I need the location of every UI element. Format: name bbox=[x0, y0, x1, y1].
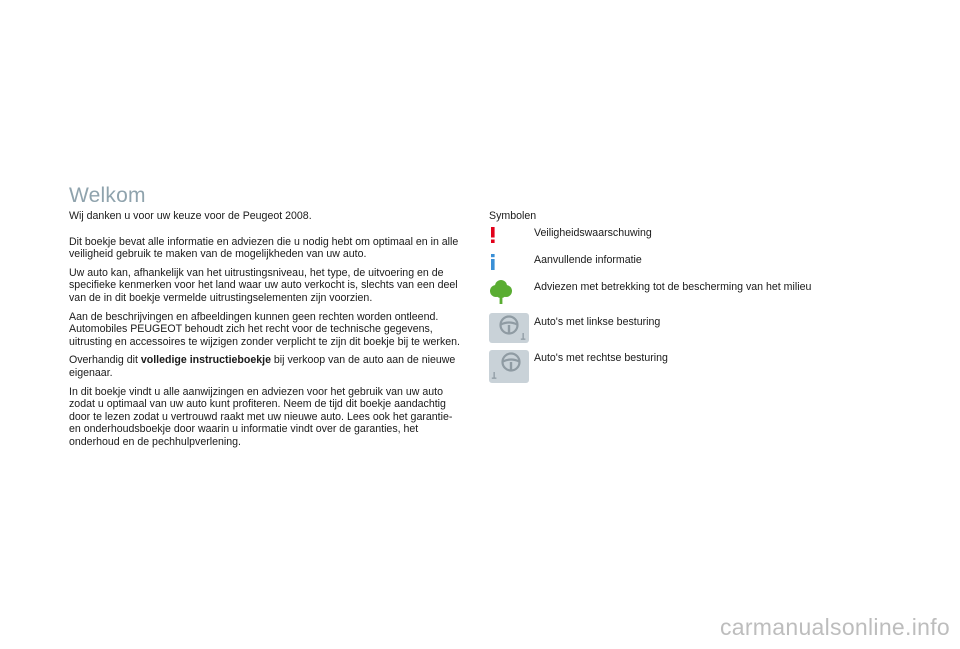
paragraph-peugeot-rights: Automobiles PEUGEOT behoudt zich het recht voor de technische gegevens, uitrusting en accessoires te wijzigen zonder verplicht te zijn dit boekje bij te werken. bbox=[69, 323, 460, 348]
symbol-label-environment: Adviezen met betrekking tot de bescherming van het milieu bbox=[534, 281, 812, 293]
intro-text-column bbox=[69, 210, 461, 449]
info-icon bbox=[489, 254, 497, 270]
symbol-label-warning: Veiligheidswaarschuwing bbox=[534, 227, 652, 239]
handover-text-after: bij verkoop van de auto aan de nieuwe eigenaar. bbox=[69, 354, 456, 379]
right-hand-drive-icon bbox=[489, 350, 529, 383]
left-hand-drive-icon bbox=[489, 313, 529, 343]
thanks-paragraph: Wij danken u voor uw keuze voor de Peugeot 2008. bbox=[69, 210, 312, 222]
page-title: Welkom bbox=[69, 184, 146, 208]
warning-exclamation-icon bbox=[489, 227, 497, 243]
paragraph-rights: Aan de beschrijvingen en afbeeldingen kunnen geen rechten worden ontleend. bbox=[69, 310, 439, 323]
watermark: carmanualsonline.info bbox=[719, 614, 950, 640]
paragraph-contents: Dit boekje bevat alle informatie en adviezen die u nodig hebt om optimaal en in alle veiligheid gebruik te maken van de mogelijkheden van uw auto. bbox=[69, 235, 459, 261]
symbol-label-left-hand-drive: Auto's met linkse besturing bbox=[534, 316, 661, 328]
paragraph-equipment: Uw auto kan, afhankelijk van het uitrustingsniveau, het type, de uitvoering en de specifieke kenmerken voor het land waar uw auto verkocht is, slechts van een deel van de in dit boekje vermelde uitrustingselementen zijn voorzien. bbox=[69, 266, 458, 304]
symbol-label-info: Aanvullende informatie bbox=[534, 254, 642, 266]
symbol-label-right-hand-drive: Auto's met rechtse besturing bbox=[534, 352, 668, 364]
paragraph-handover bbox=[69, 354, 461, 379]
handover-bold-text: volledige instructieboekje bbox=[140, 354, 271, 367]
symbols-heading: Symbolen bbox=[489, 210, 537, 222]
paragraph-usage-advice: In dit boekje vindt u alle aanwijzingen en adviezen voor het gebruik van uw auto zodat u optimaal van uw auto kunt profiteren. Neem de tijd dit boekje aandachtig door te lezen zodat u vertrouwd raakt met uw nieuwe auto. Lees ook het garantie- en onderhoudsboekje door waarin u informatie vindt over de garanties, het onderhoud en de pechhulpverlening. bbox=[69, 385, 453, 448]
tree-icon bbox=[489, 280, 513, 304]
handover-text-before: Overhandig dit bbox=[69, 354, 141, 367]
